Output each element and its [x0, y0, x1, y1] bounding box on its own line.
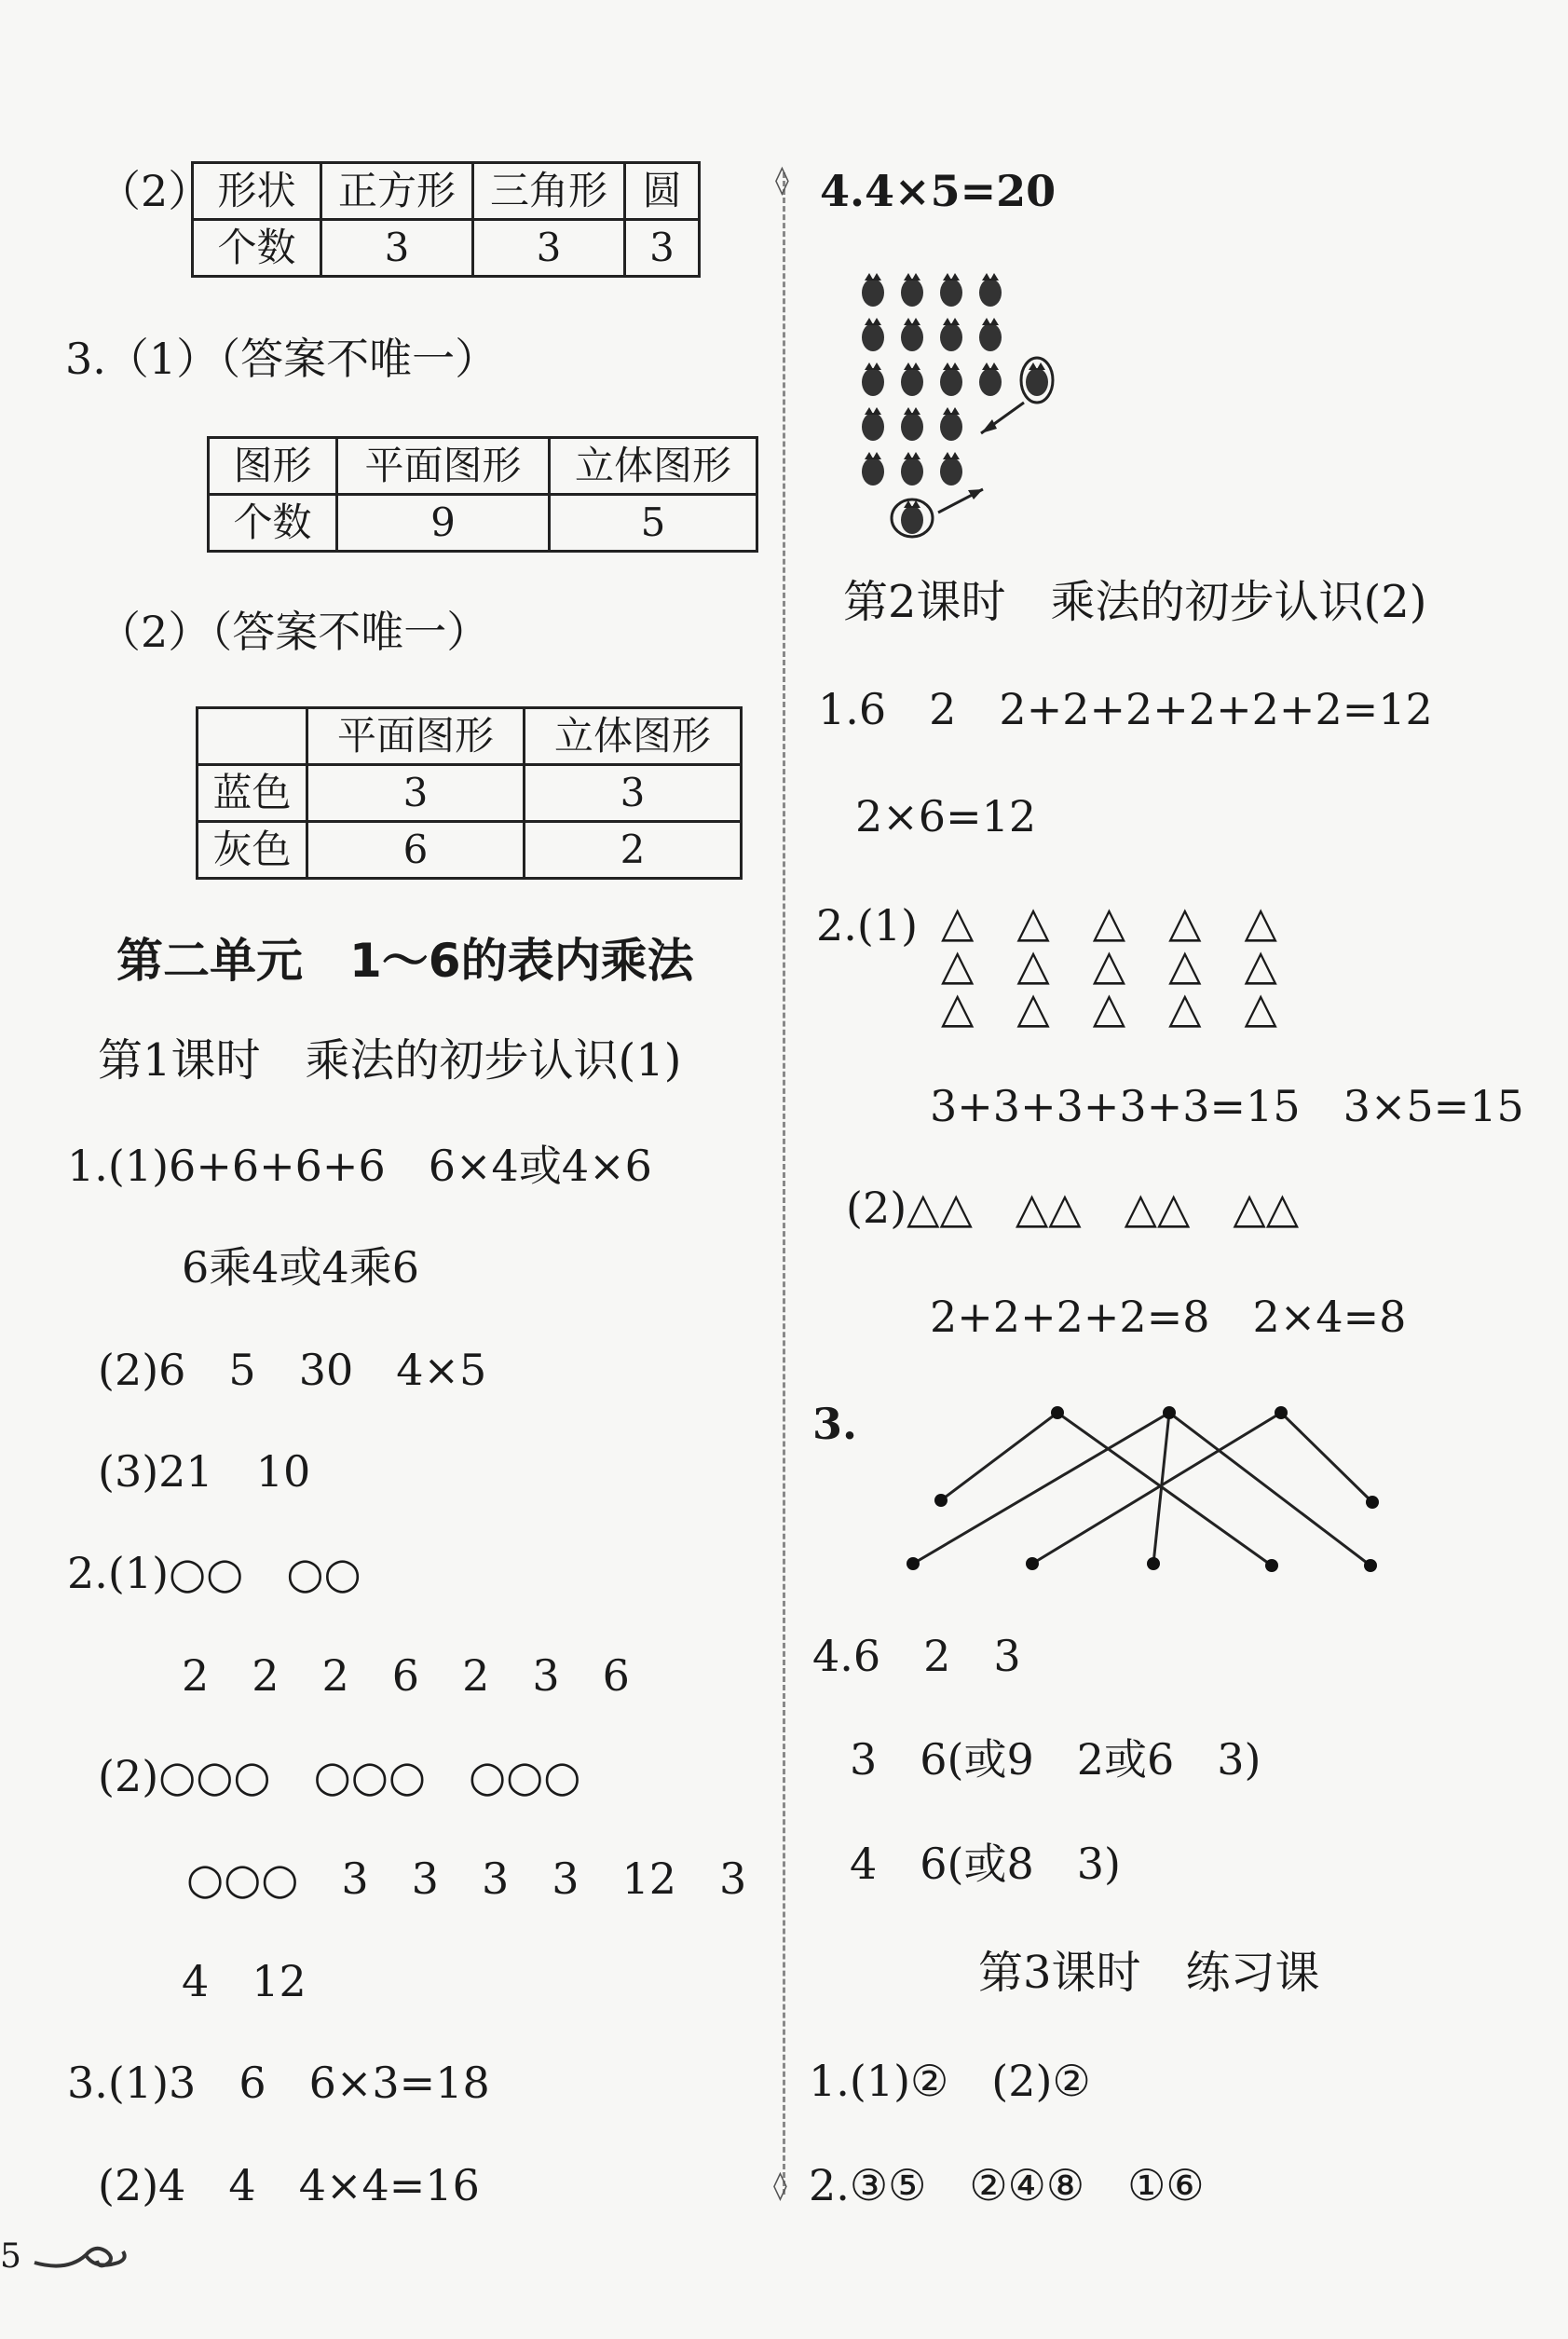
answer-line: (3)21 10	[98, 1446, 311, 1497]
column-divider	[783, 172, 785, 2195]
triangle-row: △ △ △ △ △	[941, 939, 1277, 990]
table-cell: 三角形	[473, 163, 625, 220]
answer-line: 2+2+2+2=8 2×4=8	[930, 1292, 1407, 1342]
table-cell: 3	[525, 765, 742, 822]
table-cell: 立体图形	[525, 708, 742, 765]
answer-line: 1.(1)② (2)②	[809, 2056, 1091, 2106]
table-cell: 6	[307, 822, 525, 879]
table-cell: 蓝色	[198, 765, 307, 822]
matching-lines-diagram	[899, 1398, 1402, 1584]
answer-line: 2.③⑤ ②④⑧ ①⑥	[809, 2160, 1205, 2210]
answer-line: 2.(1)○○ ○○	[67, 1548, 361, 1598]
answer-line: 3+3+3+3+3=15 3×5=15	[930, 1081, 1524, 1131]
triangle-row: △ △ △ △ △	[941, 982, 1277, 1033]
answer-line: (2)4 4 4×4=16	[98, 2160, 480, 2210]
table-cell: 正方形	[321, 163, 473, 220]
table-cell	[198, 708, 307, 765]
fruit-array-picture	[852, 261, 1067, 550]
answer-line: 2 2 2 6 2 3 6	[182, 1650, 630, 1701]
table-cell: 立体图形	[550, 438, 757, 495]
answer-line: (2)○○○ ○○○ ○○○	[98, 1751, 581, 1801]
answer-line: ○○○ 3 3 3 3 12 3	[186, 1853, 747, 1904]
answer-line: 2×6=12	[855, 791, 1037, 841]
table-cell: 圆	[625, 163, 700, 220]
table-cell: 个数	[193, 220, 321, 277]
color-figure-table	[196, 706, 743, 880]
swirl-ornament-icon	[30, 2235, 132, 2281]
table-cell: 形状	[193, 163, 321, 220]
answer-line: 3.(1)3 6 6×3=18	[67, 2058, 490, 2108]
unit-title: 第二单元 1～6的表内乘法	[116, 934, 694, 988]
answer-line: 4.6 2 3	[812, 1631, 1021, 1681]
table-cell: 3	[307, 765, 525, 822]
divider-ornament-top: ◊	[775, 164, 789, 197]
shape-count-table	[191, 161, 701, 278]
table-cell: 3	[473, 220, 625, 277]
table-cell: 5	[550, 495, 757, 552]
answer-line: 3 6(或9 2或6 3)	[850, 1734, 1261, 1785]
lesson-title: 第2课时 乘法的初步认识(2)	[843, 576, 1427, 628]
table-cell: 平面图形	[307, 708, 525, 765]
table-cell: 灰色	[198, 822, 307, 879]
answer-line: 3.（1）（答案不唯一）	[65, 334, 498, 384]
lesson-title: 第1课时 乘法的初步认识(1)	[98, 1034, 682, 1087]
answer-line: 1.(1)6+6+6+6 6×4或4×6	[67, 1141, 652, 1191]
answer-line: 3.	[812, 1399, 858, 1449]
answer-line: 4 12	[182, 1956, 307, 2006]
table-cell: 3	[321, 220, 473, 277]
answer-line: (2)6 5 30 4×5	[98, 1345, 487, 1395]
divider-ornament-bottom: ◊	[773, 2169, 787, 2202]
answer-line: 4.4×5=20	[820, 166, 1057, 216]
table-cell: 9	[337, 495, 550, 552]
table-cell: 平面图形	[337, 438, 550, 495]
answer-line: (2)△△ △△ △△ △△	[846, 1183, 1300, 1233]
table-cell: 3	[625, 220, 700, 277]
figure-count-table	[207, 436, 758, 553]
answer-line: 2.(1)	[816, 900, 919, 951]
page-number: 5	[0, 2237, 21, 2276]
lesson-title: 第3课时 练习课	[978, 1947, 1320, 1999]
table-cell: 个数	[209, 495, 337, 552]
answer-line: 4 6(或8 3)	[850, 1839, 1121, 1889]
answer-line: 1.6 2 2+2+2+2+2+2=12	[818, 684, 1433, 734]
table-cell: 图形	[209, 438, 337, 495]
subquestion-label: （2）	[98, 166, 211, 216]
table-cell: 2	[525, 822, 742, 879]
answer-line: 6乘4或4乘6	[182, 1242, 420, 1293]
answer-line: （2）（答案不唯一）	[98, 607, 490, 657]
triangle-row: △ △ △ △ △	[941, 896, 1277, 947]
